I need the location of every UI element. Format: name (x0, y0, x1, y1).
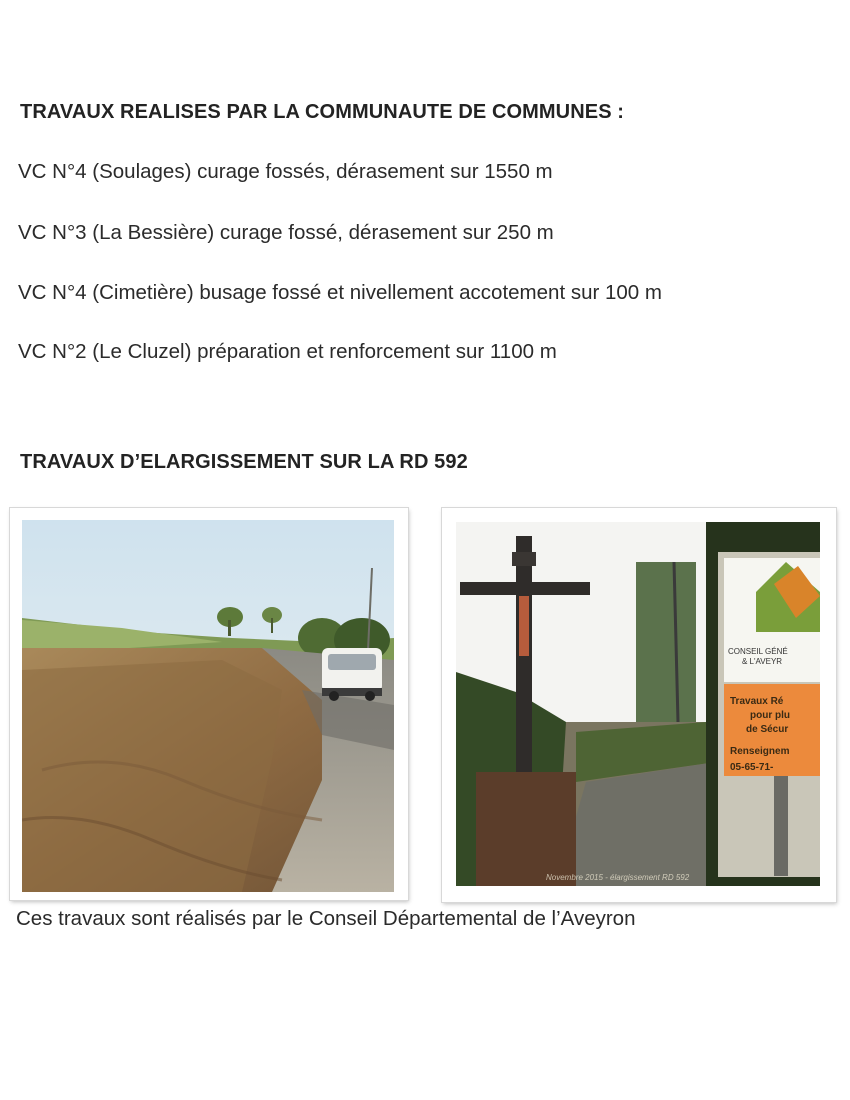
sign-line-2: & L'AVEYR (742, 657, 783, 666)
section-title-elargissement: TRAVAUX D’ELARGISSEMENT SUR LA RD 592 (20, 451, 468, 473)
work-item-soulages: VC N°4 (Soulages) curage fossés, dérasement sur 1550 m (18, 160, 553, 183)
road-widening-image (22, 520, 394, 892)
photo-caption: Ces travaux sont réalisés par le Conseil Départemental de l’Aveyron (16, 907, 636, 930)
photo-watermark: Novembre 2015 - élargissement RD 592 (546, 873, 690, 882)
section-title-communaute: TRAVAUX REALISES PAR LA COMMUNAUTE DE COMMUNES : (20, 101, 625, 123)
sign-line-4: pour plu (750, 710, 790, 721)
sign-line-3: Travaux Ré (730, 696, 784, 707)
cross-and-sign-image (456, 522, 820, 886)
work-item-le-cluzel: VC N°2 (Le Cluzel) préparation et renforcement sur 1100 m (18, 340, 557, 363)
work-item-cimetiere: VC N°4 (Cimetière) busage fossé et nivellement accotement sur 100 m (18, 281, 662, 304)
work-item-la-bessiere: VC N°3 (La Bessière) curage fossé, dérasement sur 250 m (18, 221, 554, 244)
sign-line-1: CONSEIL GÉNÉ (728, 647, 788, 656)
sign-line-5: de Sécur (746, 724, 789, 735)
sign-line-7: 05-65-71- (730, 762, 774, 773)
sign-line-6: Renseignem (730, 746, 790, 757)
photo-cross-and-sign (442, 508, 836, 902)
photo-road-widening (10, 508, 408, 900)
